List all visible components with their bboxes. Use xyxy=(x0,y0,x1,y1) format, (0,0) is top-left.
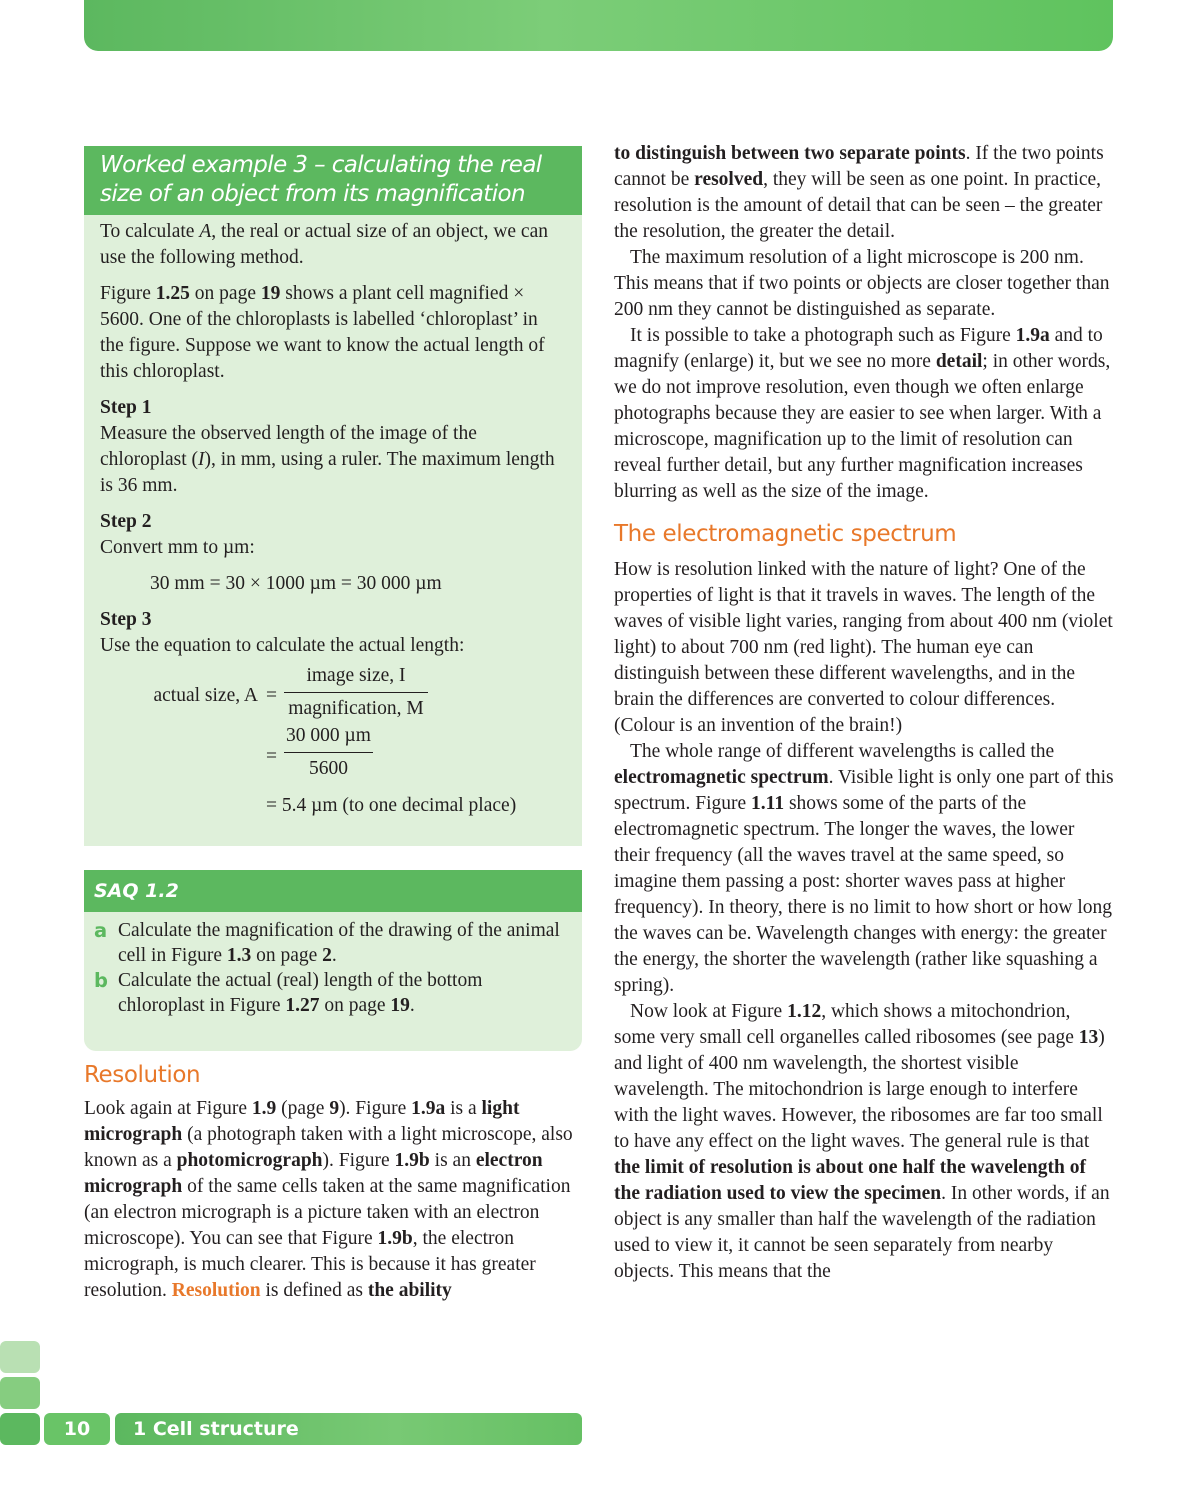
equals-sign: = xyxy=(266,746,277,767)
text-run: (a photograph taken with a light microscope, also known as a xyxy=(84,1124,573,1171)
worked-example-box xyxy=(84,146,582,846)
text-run: Figure xyxy=(100,283,156,304)
step-2-text: Convert mm to µm: xyxy=(100,537,255,558)
bold-term: detail xyxy=(935,351,983,372)
text-run: , the real or actual size of an object, we can use the following method. xyxy=(100,221,548,268)
text-run: The whole range of different wavelengths is called the xyxy=(630,741,1055,762)
bold-term: electromagnetic spectrum xyxy=(614,767,829,788)
step-3-text: Use the equation to calculate the actual length: xyxy=(100,635,465,656)
worked-example-para xyxy=(100,281,566,385)
resolution-paragraph xyxy=(84,1096,582,1304)
bold-term: 1.27 xyxy=(285,995,320,1016)
worked-example-title: Worked example 3 – calculating the real size of an object from its magnification xyxy=(84,146,582,215)
text-run: The maximum resolution of a light microscope is 200 nm. This means that if two points or objects are closer together than 200 nm they cannot be distinguished as separate. xyxy=(614,247,1110,320)
saq-title: SAQ 1.2 xyxy=(84,870,582,912)
side-tab xyxy=(0,1341,40,1373)
bold-term: 1.9 xyxy=(251,1098,277,1119)
text-run: ), in mm, using a ruler. The maximum length is 36 mm. xyxy=(100,449,555,496)
text-run: I xyxy=(198,449,205,470)
text-run: Calculate the actual (real) length of the bottom chloroplast in Figure xyxy=(118,970,483,1016)
text-run: How is resolution linked with the nature of light? One of the properties of light is that it travels in waves. The length of the waves of visible light varies, ranging from about 400 nm (violet light) to about 700 nm (red light). The human eye can distinguish between these different wavelengths, and in the brain the differences are converted to colour differences. (Colour is an invention of the brain!) xyxy=(614,559,1113,736)
saq-item-a xyxy=(84,918,572,968)
paragraph xyxy=(614,323,1114,505)
bold-term: 1.9a xyxy=(411,1098,446,1119)
text-run: on page xyxy=(189,283,261,304)
text-run: Now look at Figure xyxy=(630,1001,788,1022)
text-run: It is possible to take a photograph such as Figure xyxy=(630,325,1016,346)
side-tab xyxy=(0,1413,40,1445)
text-run: . xyxy=(409,995,415,1016)
step-1-label: Step 1 xyxy=(100,397,152,418)
resolution-heading: Resolution xyxy=(84,1062,201,1088)
text-run: , they will be seen as one point. In practice, resolution is the amount of detail that can be seen – the greater the resolution, the greater the detail. xyxy=(614,169,1103,242)
text-run: , the electron micrograph, is much clearer. This is because it has greater resolution. xyxy=(84,1228,536,1301)
bold-term: photomicrograph xyxy=(176,1150,323,1171)
text-run: . Visible light is only one part of this spectrum. Figure xyxy=(614,767,1114,814)
bold-term: 2 xyxy=(322,945,332,966)
text-run: (page xyxy=(276,1098,330,1119)
text-run: shows a plant cell magnified × 5600. One of the chloroplasts is labelled ‘chloroplast’ in the figure. Suppose we want to know the actual length of this chloroplast. xyxy=(100,283,545,382)
bold-term: 1.3 xyxy=(226,945,252,966)
paragraph xyxy=(614,245,1114,323)
bold-term: the ability xyxy=(367,1280,452,1301)
text-run: ). Figure xyxy=(322,1150,395,1171)
paragraph xyxy=(614,739,1114,999)
text-run: . In other words, if an object is any smaller than half the wavelength of the radiation used to view it, it cannot be seen separately from nearby objects. This means that the xyxy=(614,1183,1110,1282)
text-run: is a xyxy=(445,1098,482,1119)
equals-sign: = xyxy=(266,685,277,706)
saq-box xyxy=(84,870,582,1051)
bold-term: 1.12 xyxy=(787,1001,822,1022)
header-banner xyxy=(84,0,1113,51)
text-run: Look again at Figure xyxy=(84,1098,252,1119)
bold-term: 1.9b xyxy=(377,1228,413,1249)
text-run: A xyxy=(199,221,212,242)
bold-term: 19 xyxy=(260,283,281,304)
side-tab xyxy=(0,1377,40,1409)
saq-letter: a xyxy=(94,919,108,942)
equation-result: = 5.4 µm (to one decimal place) xyxy=(266,795,517,816)
text-run: ) and light of 400 nm wavelength, the shortest visible wavelength. The mitochondrion is large enough to interfere with the light waves. However, the ribosomes are far too small to have any effect on the light waves. The general rule is that xyxy=(614,1027,1105,1152)
paragraph xyxy=(614,557,1114,739)
bold-term: electron micrograph xyxy=(84,1150,543,1197)
bold-term: 19 xyxy=(390,995,410,1016)
right-column xyxy=(614,141,1114,1285)
text-run: . xyxy=(331,945,337,966)
text-run: and to magnify (enlarge) it, but we see no more xyxy=(614,325,1103,372)
text-run: on page xyxy=(251,945,323,966)
bold-term: 13 xyxy=(1078,1027,1099,1048)
page-number: 10 xyxy=(44,1413,110,1445)
equation-lhs: actual size, A xyxy=(153,685,258,706)
saq-item-text xyxy=(118,970,482,1016)
fraction-values: 30 000 µm 5600 xyxy=(286,725,371,779)
bold-term: Resolution xyxy=(171,1280,261,1301)
text-run: ). Figure xyxy=(339,1098,412,1119)
text-run: of the same cells taken at the same magnification (an electron micrograph is a picture taken with an electron microscope). You can see that Figure xyxy=(84,1176,571,1249)
chapter-title: 1 Cell structure xyxy=(115,1413,582,1445)
step-2-label: Step 2 xyxy=(100,511,152,532)
text-run: To calculate xyxy=(100,221,200,242)
text-run: ; in other words, we do not improve resolution, even though we often enlarge photographs because they are easier to see when larger. With a microscope, magnification up to the limit of resolution can reveal further detail, but any further magnification increases blurring as well as the size of the image. xyxy=(614,351,1111,502)
text-run: is an xyxy=(429,1150,476,1171)
paragraph xyxy=(614,999,1114,1285)
fraction-formula: image size, I magnification, M xyxy=(284,663,428,722)
text-run: Calculate the magnification of the drawing of the animal cell in Figure xyxy=(118,920,560,966)
text-run: , which shows a mitochondrion, some very small cell organelles called ribosomes (see page xyxy=(614,1001,1079,1048)
bold-term: light micrograph xyxy=(84,1098,520,1145)
text-run: Measure the observed length of the image of the chloroplast ( xyxy=(100,423,477,470)
text-run: . If the two points cannot be xyxy=(614,143,1104,190)
step-1-text xyxy=(100,421,566,499)
step-2-equation: 30 mm = 30 × 1000 µm = 30 000 µm xyxy=(150,573,442,594)
text-run: shows some of the parts of the electromagnetic spectrum. The longer the waves, the lower their frequency (all the waves travel at the same speed, so imagine them passing a post: shorter waves pass at higher frequency). In theory, there is no limit to how short or how long the waves can be. Wavelength changes with energy: the greater the energy, the shorter the wavelength (rather like squashing a spring). xyxy=(614,793,1113,996)
step-3-label: Step 3 xyxy=(100,609,152,630)
bold-term: 9 xyxy=(329,1098,340,1119)
bold-term: the limit of resolution is about one half the wavelength of the radiation used to view the specimen xyxy=(614,1157,1086,1204)
bold-term: 1.25 xyxy=(155,283,190,304)
paragraph xyxy=(614,141,1114,245)
bold-term: 1.9b xyxy=(394,1150,430,1171)
text-run: is defined as xyxy=(260,1280,368,1301)
saq-letter: b xyxy=(94,969,108,992)
bold-term: to distinguish between two separate points xyxy=(614,143,966,164)
bold-term: resolved xyxy=(694,169,764,190)
equation xyxy=(120,663,566,823)
saq-item-text xyxy=(118,920,560,966)
resolution-section xyxy=(84,1062,582,1304)
text-run: on page xyxy=(319,995,391,1016)
worked-example-intro xyxy=(100,219,566,271)
saq-item-b xyxy=(84,968,572,1018)
em-spectrum-heading: The electromagnetic spectrum xyxy=(614,521,957,547)
bold-term: 1.11 xyxy=(751,793,785,814)
bold-term: 1.9a xyxy=(1015,325,1050,346)
